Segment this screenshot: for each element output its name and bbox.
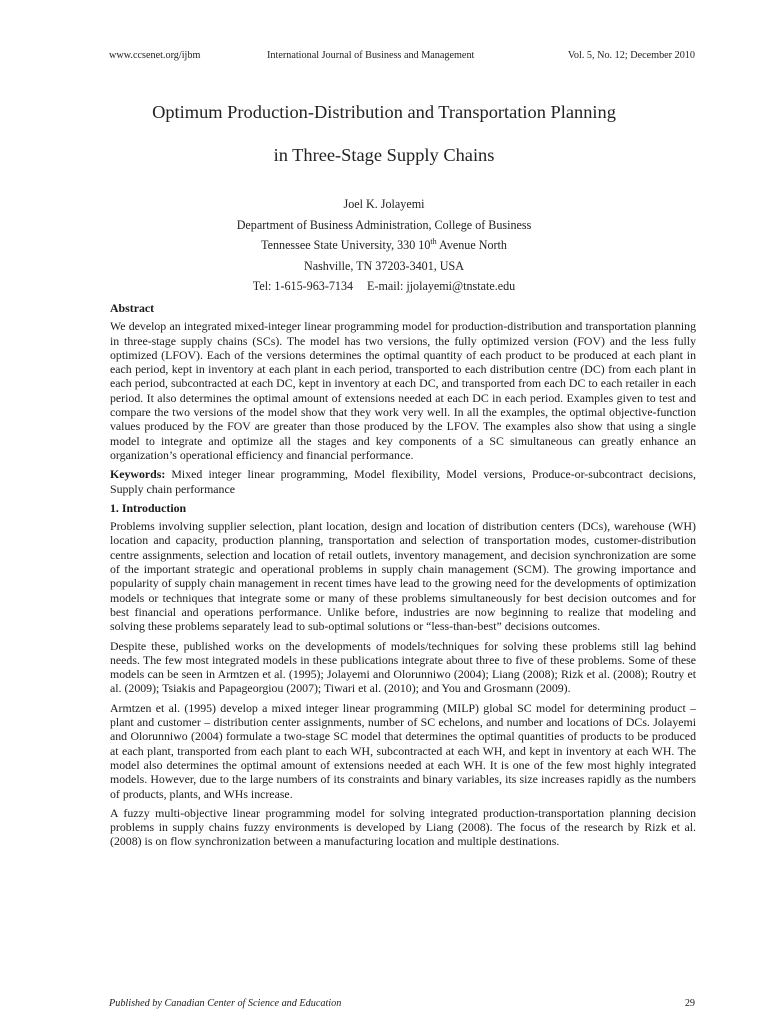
- keywords-text: Mixed integer linear programming, Model flexibility, Model versions, Produce-or-subcontract decisions, Supply chain performance: [110, 467, 696, 496]
- author-department: Department of Business Administration, College of Business: [236, 217, 532, 232]
- keywords-label: Keywords:: [110, 467, 166, 482]
- intro-paragraph: Armtzen et al. (1995) develop a mixed integer linear programming (MILP) global SC model for determining product – plant and customer – distribution center assignments, number of SC echelons, and number and locations of DCs. Jolayemi and Olorunniwo (2004) formulate a two-stage SC model that determines the optimal quantities of products to be produced at each plant, transported from each plant to each WH, subcontracted at each WH, and kept in inventory at each WH. The model also determines the optimal amount of extensions needed at each WH. It is one of the few most highly integrated models. However, due to the large numbers of its constraints and binary variables, its size increases rapidly as the numbers of products, plants, and WHs increase.: [110, 700, 696, 801]
- page-footer: [109, 998, 695, 1014]
- keywords: [110, 467, 696, 496]
- journal-url[interactable]: www.ccsenet.org/ijbm: [109, 50, 201, 61]
- abstract-text: We develop an integrated mixed-integer linear programming model for production-distribution and transportation planning in three-stage supply chains (SCs). The model has two versions, the fully optimized version (FOV) and the less fully optimized (LFOV). Each of the versions determines the optimal quantity of each product to be produced at each plant in each period, kept in inventory at each plant in each period, transported to each distribution centre (DC) from each plant in each period, subcontracted at each DC, kept in inventory at each DC, and transported from each DC to each retailer in each period. It also determines the optimal amount of extensions needed at each DC in each period. Examples given to test and compare the two versions of the model show that they work very well. In all the examples, the optimal objective-function values produced by the FOV are greater than those produced by the LFOV. The examples also show that using a single model to integrate and optimize all the stages and key components of a SC simultaneous can greatly enhance an organization’s operational efficiency and financial performance.: [110, 319, 696, 462]
- author-city: Nashville, TN 37203-3401, USA: [303, 258, 464, 273]
- introduction-heading: 1. Introduction: [110, 500, 187, 515]
- paper-body: [110, 301, 696, 854]
- abstract-heading: Abstract: [110, 301, 155, 315]
- journal-name: International Journal of Business and Management: [267, 50, 475, 61]
- publisher-line: Published by Canadian Center of Science and Education: [109, 998, 342, 1009]
- author-email[interactable]: E-mail: jjolayemi@tnstate.edu: [367, 279, 516, 294]
- volume-info: Vol. 5, No. 12; December 2010: [567, 50, 695, 61]
- running-header: [109, 50, 695, 66]
- intro-paragraph: Despite these, published works on the developments of models/techniques for solving these problems still lag behind needs. The few most integrated models in these publications integrate about three to five of these problems. Some of these models can be seen in Armtzen et al. (1995); Jolayemi and Olorunniwo (2004); Liang (2008); Rizk et al. (2008); Routry et al. (2009); Tsiakis and Papageorgiou (2007); Tiwari et al. (2010); and You and Grosmann (2009).: [110, 638, 696, 696]
- author-contact: [0, 276, 768, 297]
- paper-title-line-2: in Three-Stage Supply Chains: [273, 145, 495, 165]
- intro-paragraph: Problems involving supplier selection, plant location, design and location of distribution centers (DCs), warehouse (WH) location and capacity, production planning, transportation and selection of transportation modes, customer-distribution centre assignments, selection and location of retail outlets, inventory management, and decision synchronization are some of the important strategic and operational problems in supply chain management (SCM). The growing importance and popularity of supply chain management in recent times have lead to the growing need for the developments of optimization models or techniques that integrate some or many of these problems simultaneously for best decision outcomes and for best financial and operations performance. Unlike before, industries are now beginning to realize that modeling and solving these problems separately lead to sub-optimal solutions or “less-than-best” decisions outcomes.: [110, 519, 696, 634]
- author-tel: Tel: 1-615-963-7134: [252, 279, 354, 294]
- paper-title-line-1: Optimum Production-Distribution and Transportation Planning: [152, 102, 616, 122]
- author-address: Tennessee State University, 330 10th Avenue North: [261, 237, 507, 253]
- author-block: [0, 194, 768, 297]
- page-number: 29: [684, 998, 695, 1009]
- author-name: Joel K. Jolayemi: [343, 197, 425, 211]
- intro-paragraph: A fuzzy multi-objective linear programming model for solving integrated production-transportation planning decision problems in supply chains fuzzy environments is developed by Liang (2008). The focus of the research by Rizk et al. (2008) is on flow synchronization between a manufacturing location and multiple destinations.: [110, 805, 696, 849]
